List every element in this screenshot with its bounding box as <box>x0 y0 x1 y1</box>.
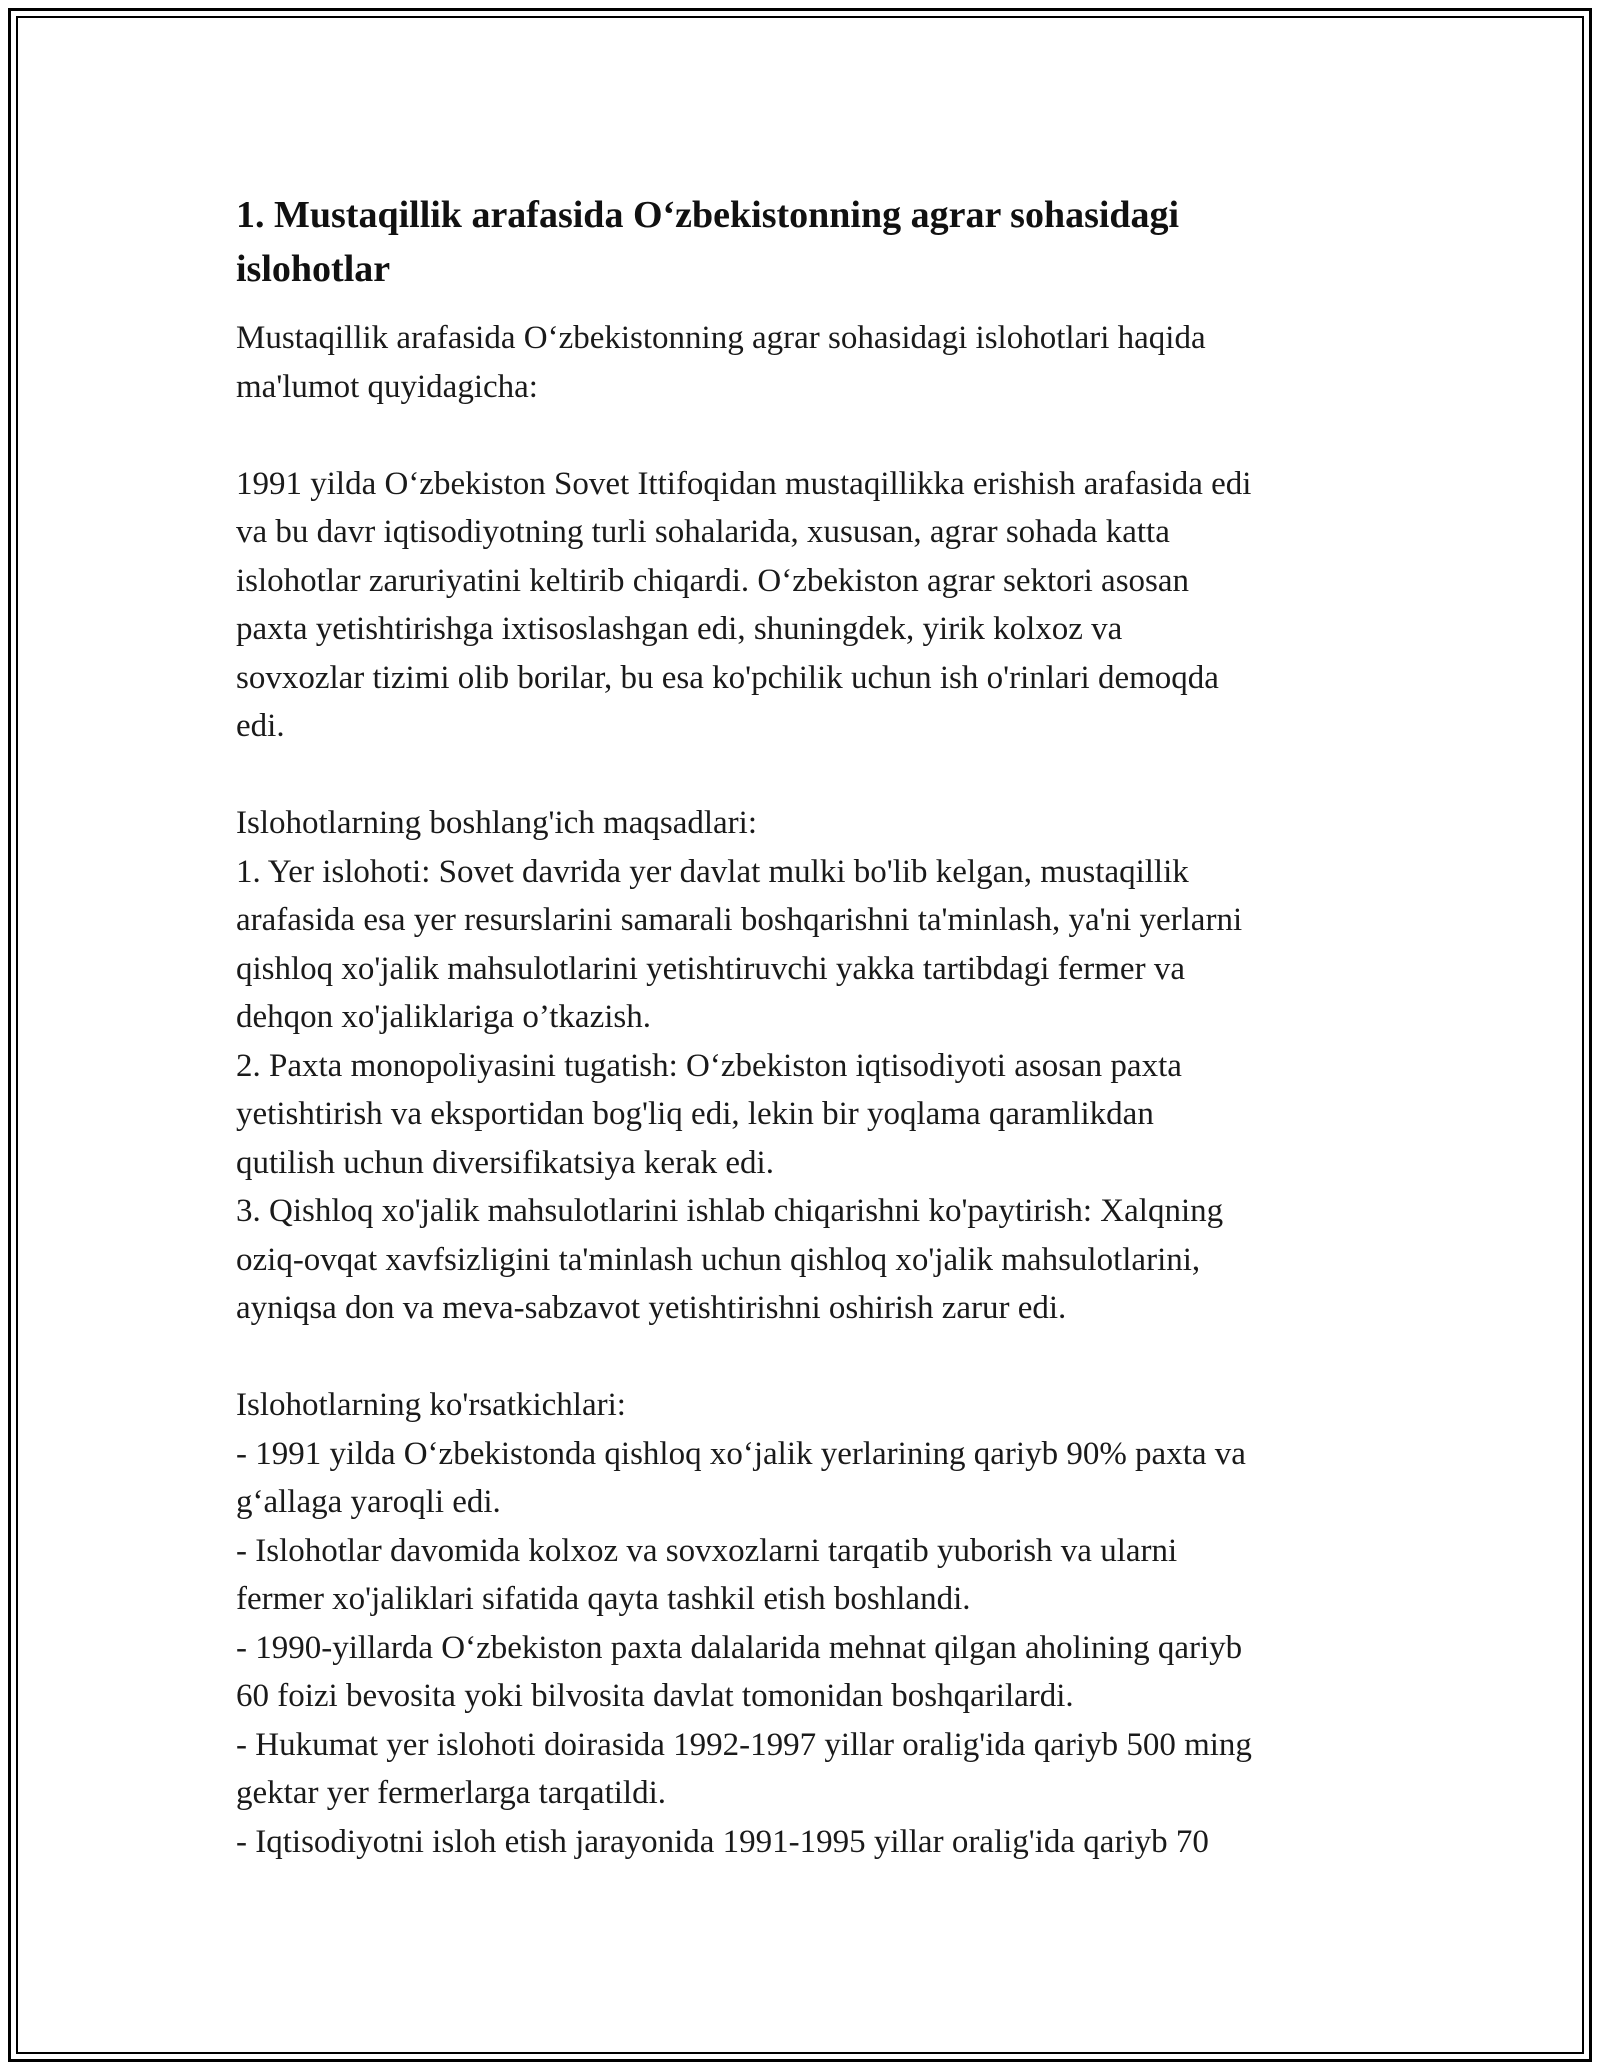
paragraph-spacer <box>236 411 1376 460</box>
text-line: fermer xo'jaliklari sifatida qayta tashkil etish boshlandi. <box>236 1581 971 1617</box>
text-line: 1991 yilda O‘zbekiston Sovet Ittifoqidan mustaqillikka erishish arafasida edi <box>236 465 1252 502</box>
document-body <box>236 188 1376 1866</box>
text-line: 3. Qishloq xo'jalik mahsulotlarini ishlab chiqarishni ko'paytirish: Xalqning <box>236 1193 1224 1229</box>
text-line: Mustaqillik arafasida O‘zbekistonning agrar sohasidagi islohotlari haqida <box>236 320 1206 356</box>
title-line: islohotlar <box>236 248 391 290</box>
goals-section <box>236 799 1376 1333</box>
text-line: va bu davr iqtisodiyotning turli sohalarida, xususan, agrar sohada katta <box>236 514 1170 550</box>
text-line: yetishtirish va eksportidan bog'liq edi, lekin bir yoqlama qaramlikdan <box>236 1096 1154 1132</box>
context-paragraph <box>236 460 1376 751</box>
intro-paragraph <box>236 314 1376 411</box>
title-line: 1. Mustaqillik arafasida O‘zbekistonning agrar sohasidagi <box>236 194 1180 236</box>
paragraph-spacer <box>236 751 1376 800</box>
section-heading: Islohotlarning ko'rsatkichlari: <box>236 1387 626 1423</box>
text-line: sovxozlar tizimi olib borilar, bu esa ko'pchilik uchun ish o'rinlari demoqda <box>236 659 1219 696</box>
text-line: - 1991 yilda O‘zbekistonda qishloq xo‘jalik yerlarining qariyb 90% paxta va <box>236 1435 1246 1472</box>
text-line: qishloq xo'jalik mahsulotlarini yetishtiruvchi yakka tartibdagi fermer va <box>236 950 1185 987</box>
text-line: g‘allaga yaroqli edi. <box>236 1484 501 1520</box>
text-line: ma'lumot quyidagicha: <box>236 368 538 405</box>
text-line: gektar yer fermerlarga tarqatildi. <box>236 1775 666 1811</box>
text-line: qutilish uchun diversifikatsiya kerak edi. <box>236 1144 774 1181</box>
document-title <box>236 188 1376 296</box>
text-line: - Islohotlar davomida kolxoz va sovxozlarni tarqatib yuborish va ularni <box>236 1532 1178 1569</box>
text-line: ayniqsa don va meva-sabzavot yetishtirishni oshirish zarur edi. <box>236 1290 1067 1326</box>
indicators-section <box>236 1381 1376 1866</box>
text-line: - Hukumat yer islohoti doirasida 1992-1997 yillar oralig'ida qariyb 500 ming <box>236 1726 1252 1763</box>
text-line: 60 foizi bevosita yoki bilvosita davlat tomonidan boshqarilardi. <box>236 1678 1074 1714</box>
text-line: arafasida esa yer resurslarini samarali boshqarishni ta'minlash, ya'ni yerlarni <box>236 902 1243 938</box>
section-heading: Islohotlarning boshlang'ich maqsadlari: <box>236 805 758 841</box>
text-line: dehqon xo'jaliklariga o’tkazish. <box>236 999 651 1035</box>
text-line: islohotlar zaruriyatini keltirib chiqardi. O‘zbekiston agrar sektori asosan <box>236 562 1190 599</box>
text-line: 1. Yer islohoti: Sovet davrida yer davlat mulki bo'lib kelgan, mustaqillik <box>236 853 1189 890</box>
text-line: 2. Paxta monopoliyasini tugatish: O‘zbekiston iqtisodiyoti asosan paxta <box>236 1047 1182 1084</box>
text-line: - Iqtisodiyotni isloh etish jarayonida 1991-1995 yillar oralig'ida qariyb 70 <box>236 1823 1209 1860</box>
text-line: oziq-ovqat xavfsizligini ta'minlash uchun qishloq xo'jalik mahsulotlarini, <box>236 1241 1201 1278</box>
text-line: paxta yetishtirishga ixtisoslashgan edi, shuningdek, yirik kolxoz va <box>236 611 1123 647</box>
paragraph-spacer <box>236 1333 1376 1382</box>
text-line: - 1990-yillarda O‘zbekiston paxta dalalarida mehnat qilgan aholining qariyb <box>236 1629 1243 1666</box>
text-line: edi. <box>236 708 285 744</box>
